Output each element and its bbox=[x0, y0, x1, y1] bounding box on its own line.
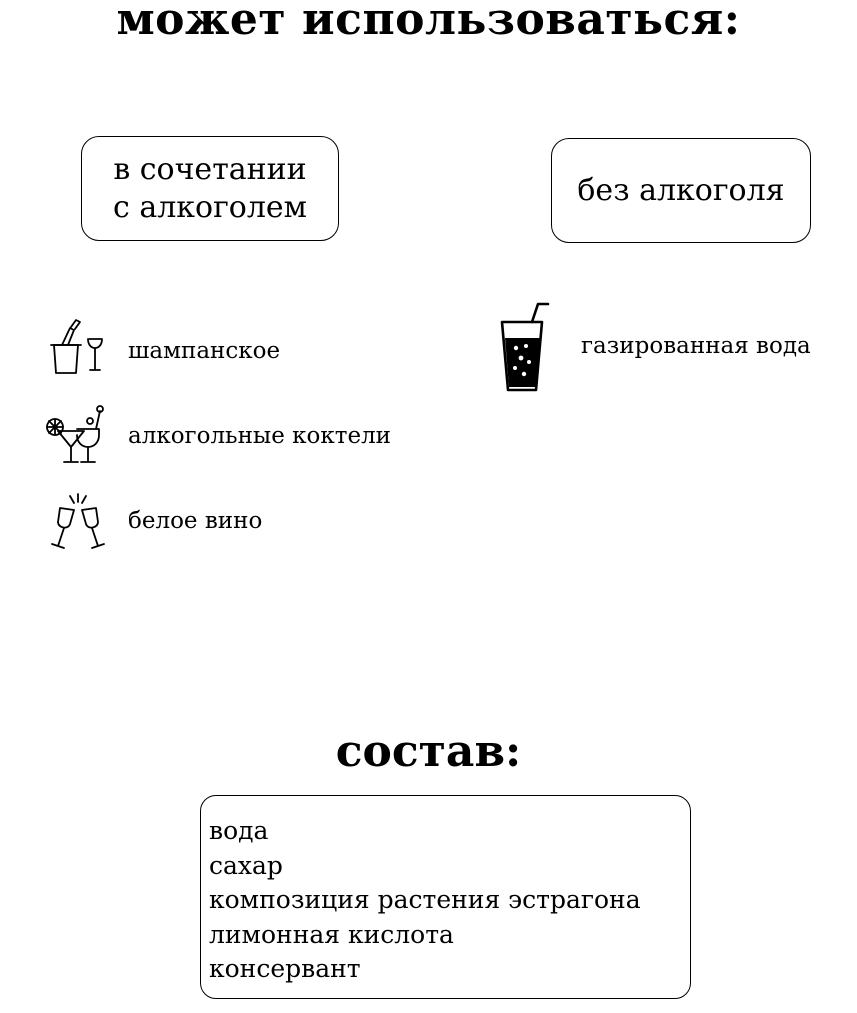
composition-title: состав: bbox=[335, 726, 522, 777]
cocktails-icon bbox=[44, 403, 106, 467]
list-item bbox=[128, 423, 391, 449]
without-alcohol-box bbox=[551, 138, 811, 243]
composition-item: консервант bbox=[209, 954, 361, 983]
composition-item: лимонная кислота bbox=[209, 919, 454, 949]
soda-glass-icon bbox=[496, 300, 554, 394]
with-alcohol-line-2: с алкоголем bbox=[112, 189, 308, 225]
without-alcohol-label: без алкоголя bbox=[577, 172, 785, 208]
list-item bbox=[581, 333, 811, 359]
item-label: шампанское bbox=[128, 338, 281, 364]
item-label: белое вино bbox=[128, 508, 263, 534]
wine-toast-icon bbox=[48, 490, 108, 552]
item-label: газированная вода bbox=[581, 333, 811, 359]
list-item bbox=[128, 338, 280, 364]
composition-item: композиция растения эстрагона bbox=[209, 885, 641, 914]
item-label: алкогольные коктели bbox=[128, 423, 392, 449]
with-alcohol-line-1: в сочетании bbox=[113, 151, 307, 187]
champagne-bucket-icon bbox=[46, 315, 104, 377]
composition-item: сахар bbox=[209, 850, 283, 880]
list-item bbox=[128, 508, 262, 534]
page-title: может использоваться: bbox=[116, 0, 741, 45]
composition-item: вода bbox=[209, 816, 269, 845]
with-alcohol-box bbox=[81, 136, 339, 241]
composition-box bbox=[200, 795, 691, 999]
